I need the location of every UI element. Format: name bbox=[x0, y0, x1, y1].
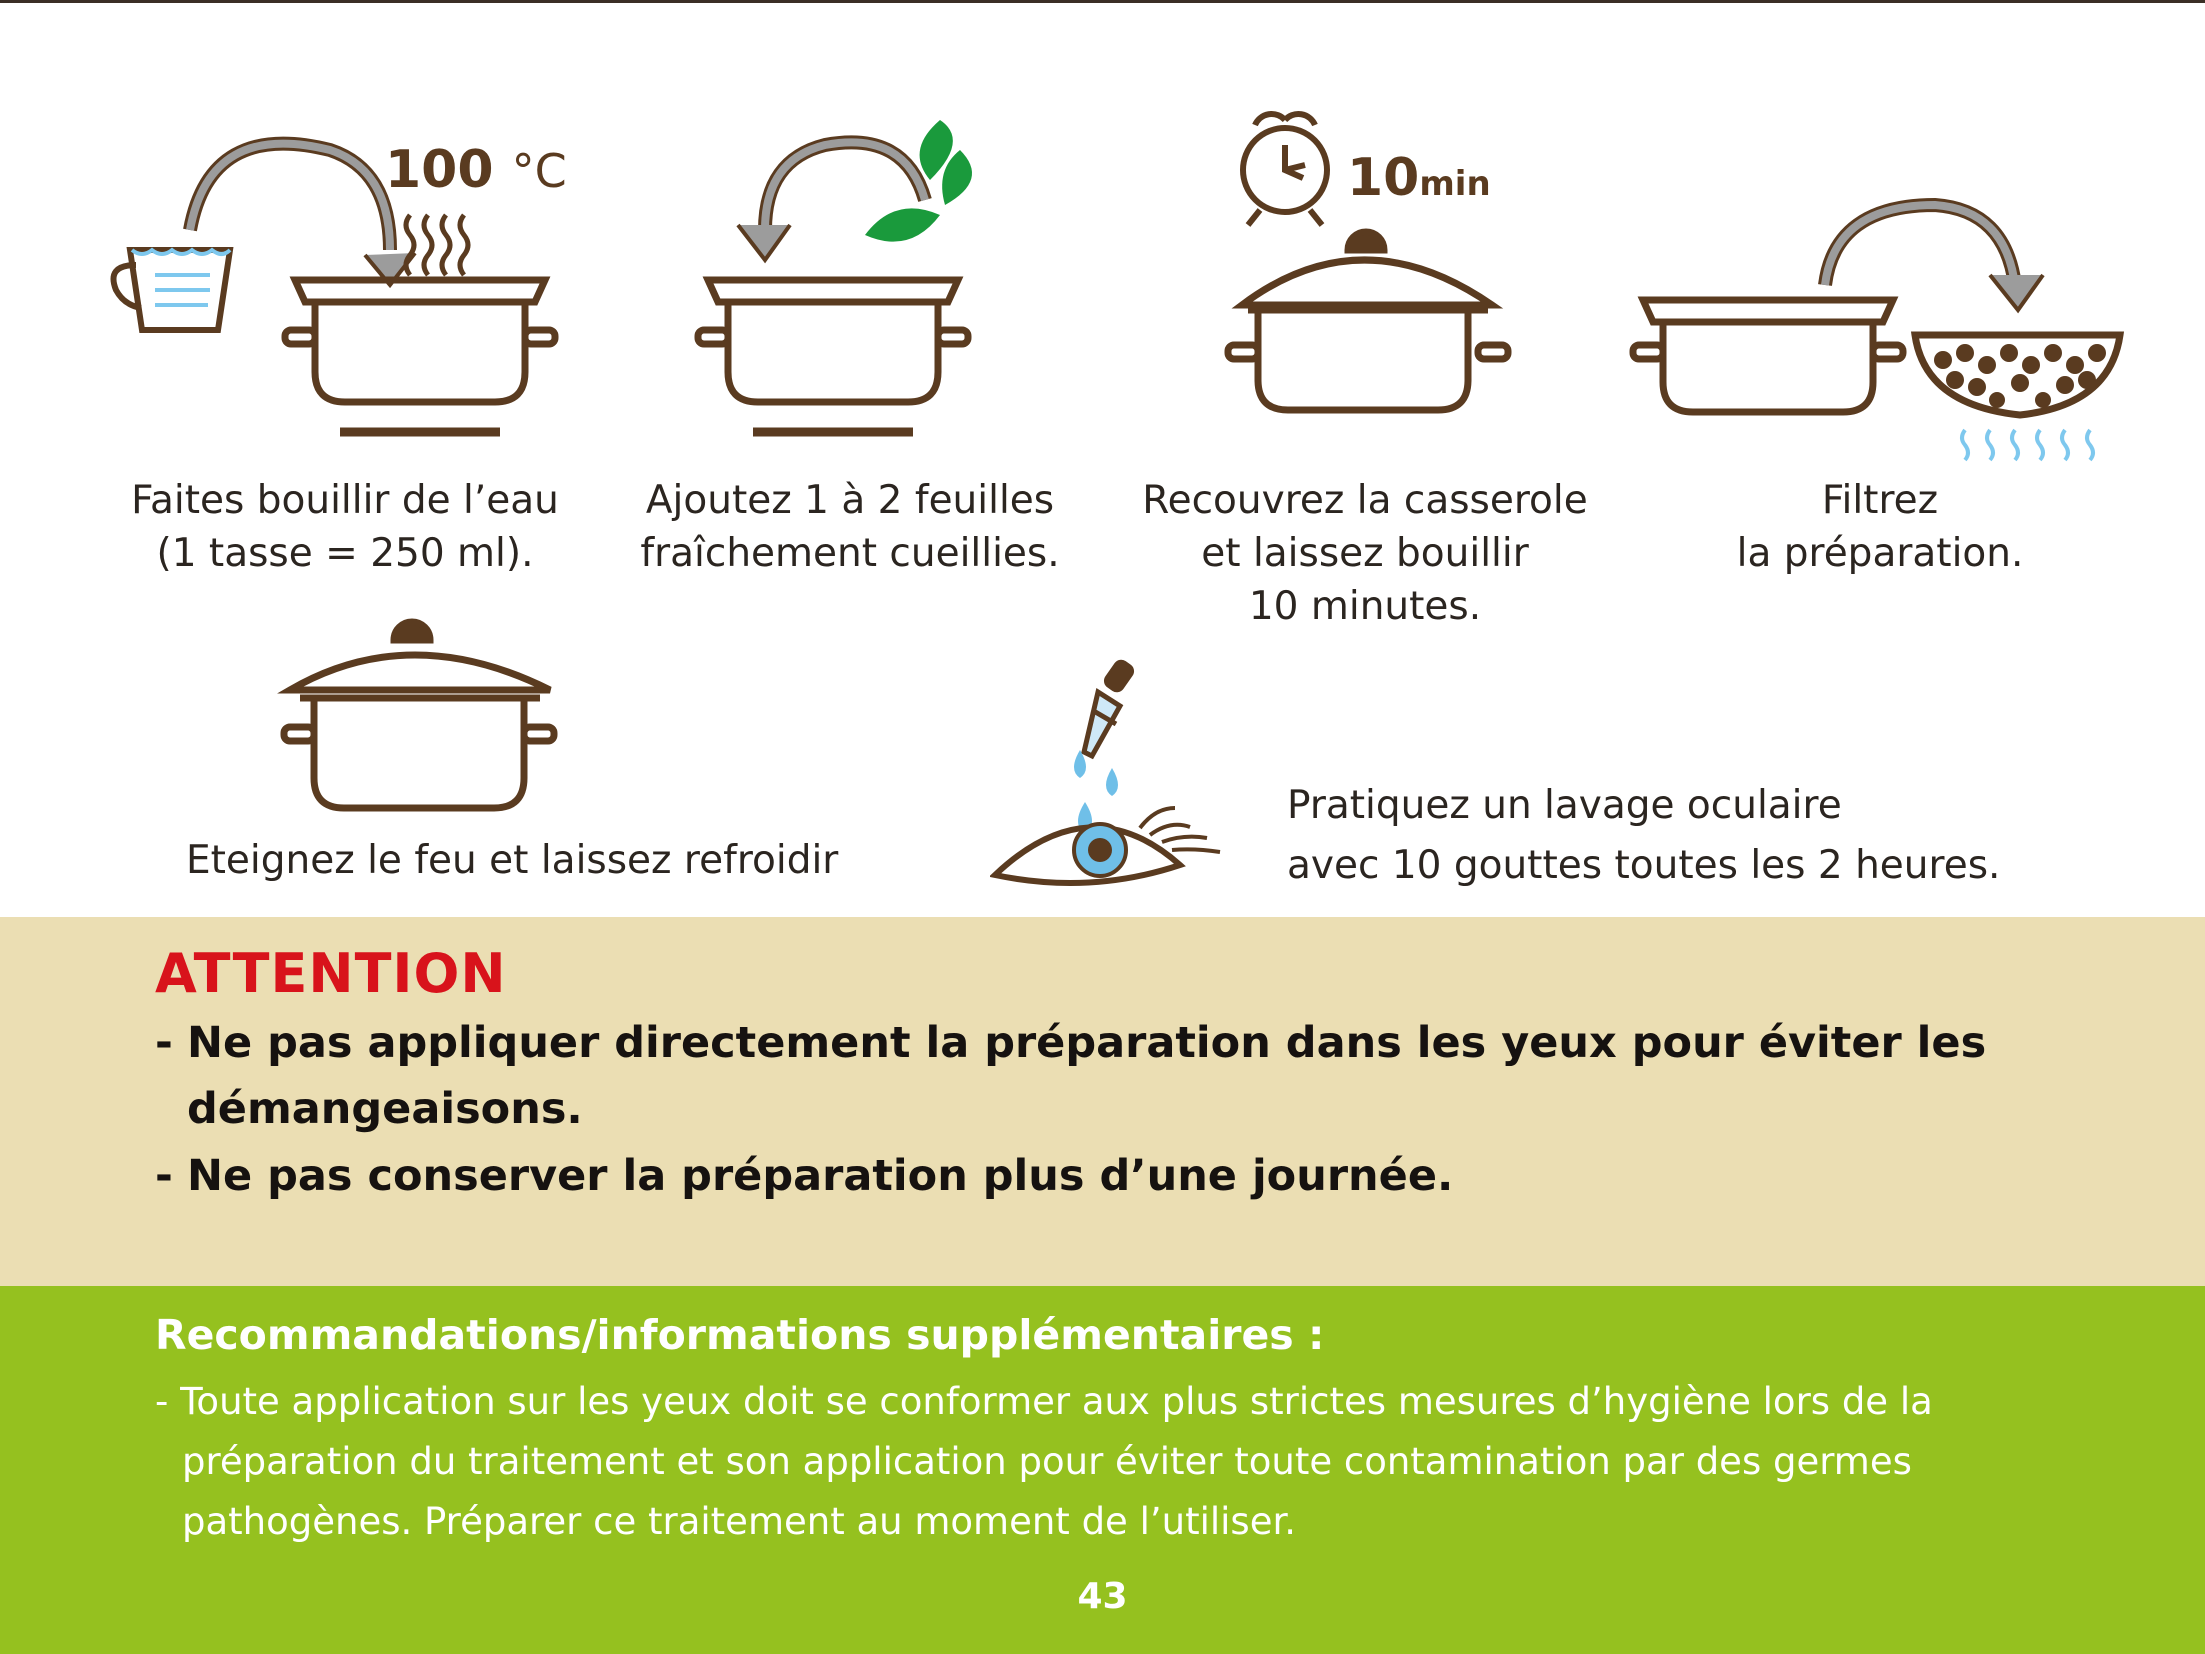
step-6-caption bbox=[1287, 776, 2000, 896]
eye-icon bbox=[995, 808, 1220, 883]
recommendation-line: préparation du traitement et son application pour éviter toute contamination par des germes bbox=[182, 1440, 1912, 1483]
duration-label bbox=[1347, 148, 1491, 208]
duration-unit: min bbox=[1419, 164, 1491, 204]
recommendations-title: Recommandations/informations supplémentaires : bbox=[155, 1311, 1325, 1359]
caption-line: Eteignez le feu et laissez refroidir bbox=[186, 838, 839, 883]
step-5-caption bbox=[186, 834, 838, 887]
colander-icon bbox=[1915, 335, 2120, 415]
caption-line: 10 minutes. bbox=[1248, 584, 1482, 629]
lid-icon bbox=[1242, 232, 1492, 305]
water-drip-icon bbox=[1962, 430, 2093, 460]
pot-icon bbox=[285, 280, 555, 432]
warning-text: démangeaisons. bbox=[187, 1084, 583, 1134]
caption-line: (1 tasse = 250 ml). bbox=[156, 531, 534, 576]
temperature-unit: °C bbox=[511, 144, 567, 198]
caption-line: Filtrez bbox=[1821, 478, 1939, 523]
step-4-caption bbox=[1680, 474, 2080, 580]
steam-icon bbox=[406, 215, 468, 275]
caption-line: Faites bouillir de l’eau bbox=[131, 478, 559, 523]
warning-text: Ne pas conserver la préparation plus d’une journée. bbox=[187, 1151, 1454, 1201]
temperature-number: 100 bbox=[385, 140, 494, 200]
caption-line: Recouvrez la casserole bbox=[1142, 478, 1588, 523]
cup-icon bbox=[114, 250, 231, 330]
step-3-caption bbox=[1130, 474, 1600, 633]
step-1-caption bbox=[130, 474, 560, 580]
step-2-caption bbox=[630, 474, 1070, 580]
dropper-icon bbox=[1084, 657, 1137, 756]
arrow-icon bbox=[738, 142, 925, 260]
cool-down-illustration bbox=[272, 610, 572, 830]
caption-line: Ajoutez 1 à 2 feuilles bbox=[645, 478, 1055, 523]
warning-item bbox=[155, 1143, 1453, 1209]
recommendation-line: pathogènes. Préparer ce traitement au moment de l’utiliser. bbox=[182, 1500, 1297, 1543]
pot-icon bbox=[284, 698, 554, 808]
arrow-icon bbox=[1825, 205, 2043, 310]
warning-item bbox=[155, 1010, 1986, 1142]
lid-icon bbox=[290, 622, 550, 690]
recommendation-line: - Toute application sur les yeux doit se conformer aux plus strictes mesures d’hygiène lors de la bbox=[155, 1380, 1933, 1423]
filter-illustration bbox=[1625, 195, 2125, 475]
page-number: 43 bbox=[1077, 1576, 1128, 1617]
top-rule bbox=[0, 0, 2205, 3]
duration-number: 10 bbox=[1347, 148, 1420, 208]
warning-title: ATTENTION bbox=[155, 942, 507, 1005]
caption-line: Pratiquez un lavage oculaire bbox=[1287, 783, 1842, 828]
warning-dash: - bbox=[155, 1151, 173, 1201]
eye-wash-illustration bbox=[990, 650, 1250, 890]
temperature-label bbox=[385, 140, 567, 200]
pot-icon bbox=[1633, 300, 1903, 412]
caption-line: avec 10 gouttes toutes les 2 heures. bbox=[1287, 843, 2001, 888]
recommendations-text bbox=[155, 1372, 1955, 1552]
caption-line: la préparation. bbox=[1736, 531, 2024, 576]
caption-line: et laissez bouillir bbox=[1201, 531, 1529, 576]
drop-icon bbox=[1074, 750, 1118, 834]
warning-text: Ne pas appliquer directement la préparation dans les yeux pour éviter les bbox=[187, 1018, 1987, 1068]
clock-icon bbox=[1243, 114, 1327, 225]
pot-icon bbox=[698, 280, 968, 432]
pot-icon bbox=[1228, 310, 1508, 410]
warning-dash: - bbox=[155, 1018, 173, 1068]
caption-line: fraîchement cueillies. bbox=[640, 531, 1060, 576]
add-leaves-illustration bbox=[690, 110, 1020, 450]
